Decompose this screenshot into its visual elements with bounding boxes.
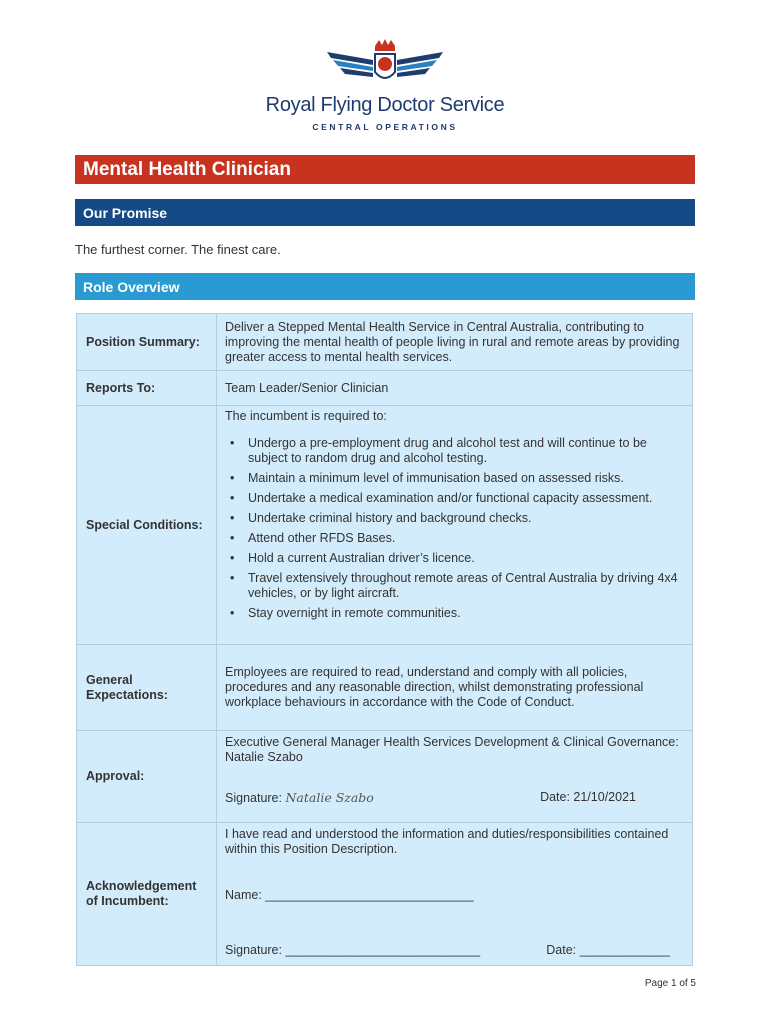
list-item: • Stay overnight in remote communities.	[225, 606, 684, 621]
incumbent-date-field[interactable]: Date: _____________	[546, 943, 670, 957]
logo-name: Royal Flying Doctor Service	[265, 94, 505, 116]
logo-subtitle: CENTRAL OPERATIONS	[312, 122, 458, 132]
list-item: • Undergo a pre-employment drug and alcohol test and will continue to be subject to random drug and alcohol testing.	[225, 436, 684, 466]
approver-text: Executive General Manager Health Services Development & Clinical Governance: Natalie Szabo	[225, 735, 679, 764]
general-expectations-row	[77, 645, 693, 731]
approval-row	[77, 731, 693, 823]
reports-to-row	[77, 371, 693, 406]
list-item: • Undertake a medical examination and/or functional capacity assessment.	[225, 491, 684, 506]
position-summary-row	[77, 314, 693, 371]
position-summary-label: Position Summary:	[77, 314, 217, 371]
special-conditions-row	[77, 406, 693, 645]
position-summary-value: Deliver a Stepped Mental Health Service in Central Australia, contributing to improving the mental health of people living in rural and remote areas by providing greater access to mental health services.	[217, 314, 693, 371]
list-item: • Hold a current Australian driver’s licence.	[225, 551, 684, 566]
reports-to-label: Reports To:	[77, 371, 217, 406]
role-overview-table	[76, 313, 693, 966]
acknowledgement-statement: I have read and understood the information and duties/responsibilities contained within this Position Description.	[225, 827, 669, 856]
page-title: Mental Health Clinician	[75, 155, 695, 184]
role-overview-heading: Role Overview	[75, 273, 695, 300]
acknowledgement-label: Acknowledgement of Incumbent:	[77, 823, 217, 966]
approver-signature: Natalie Szabo	[285, 790, 374, 805]
page-number: Page 1 of 5	[644, 978, 696, 989]
general-expectations-value: Employees are required to read, understand and comply with all policies, procedures and any reasonable direction, whilst demonstrating professional workplace behaviours in accordance with the Code of Conduct.	[217, 645, 693, 731]
reports-to-value: Team Leader/Senior Clinician	[217, 371, 693, 406]
our-promise-heading: Our Promise	[75, 199, 695, 226]
signature-label: Signature:	[225, 791, 282, 805]
rfds-logo	[250, 38, 520, 138]
special-conditions-list	[225, 436, 684, 621]
special-conditions-intro: The incumbent is required to:	[225, 409, 387, 423]
incumbent-name-field[interactable]: Name: ______________________________	[225, 888, 474, 902]
list-item: • Attend other RFDS Bases.	[225, 531, 684, 546]
list-item: • Travel extensively throughout remote areas of Central Australia by driving 4x4 vehicles, or by light aircraft.	[225, 571, 684, 601]
approval-date: Date: 21/10/2021	[540, 790, 636, 804]
list-item: • Undertake criminal history and background checks.	[225, 511, 684, 526]
incumbent-signature-field[interactable]: Signature: ____________________________	[225, 943, 481, 957]
wings-emblem-icon	[325, 38, 445, 90]
approval-label: Approval:	[77, 731, 217, 823]
general-expectations-label: General Expectations:	[77, 645, 217, 731]
list-item: • Maintain a minimum level of immunisation based on assessed risks.	[225, 471, 684, 486]
special-conditions-label: Special Conditions:	[77, 406, 217, 645]
tagline: The furthest corner. The finest care.	[75, 242, 281, 257]
acknowledgement-row	[77, 823, 693, 966]
